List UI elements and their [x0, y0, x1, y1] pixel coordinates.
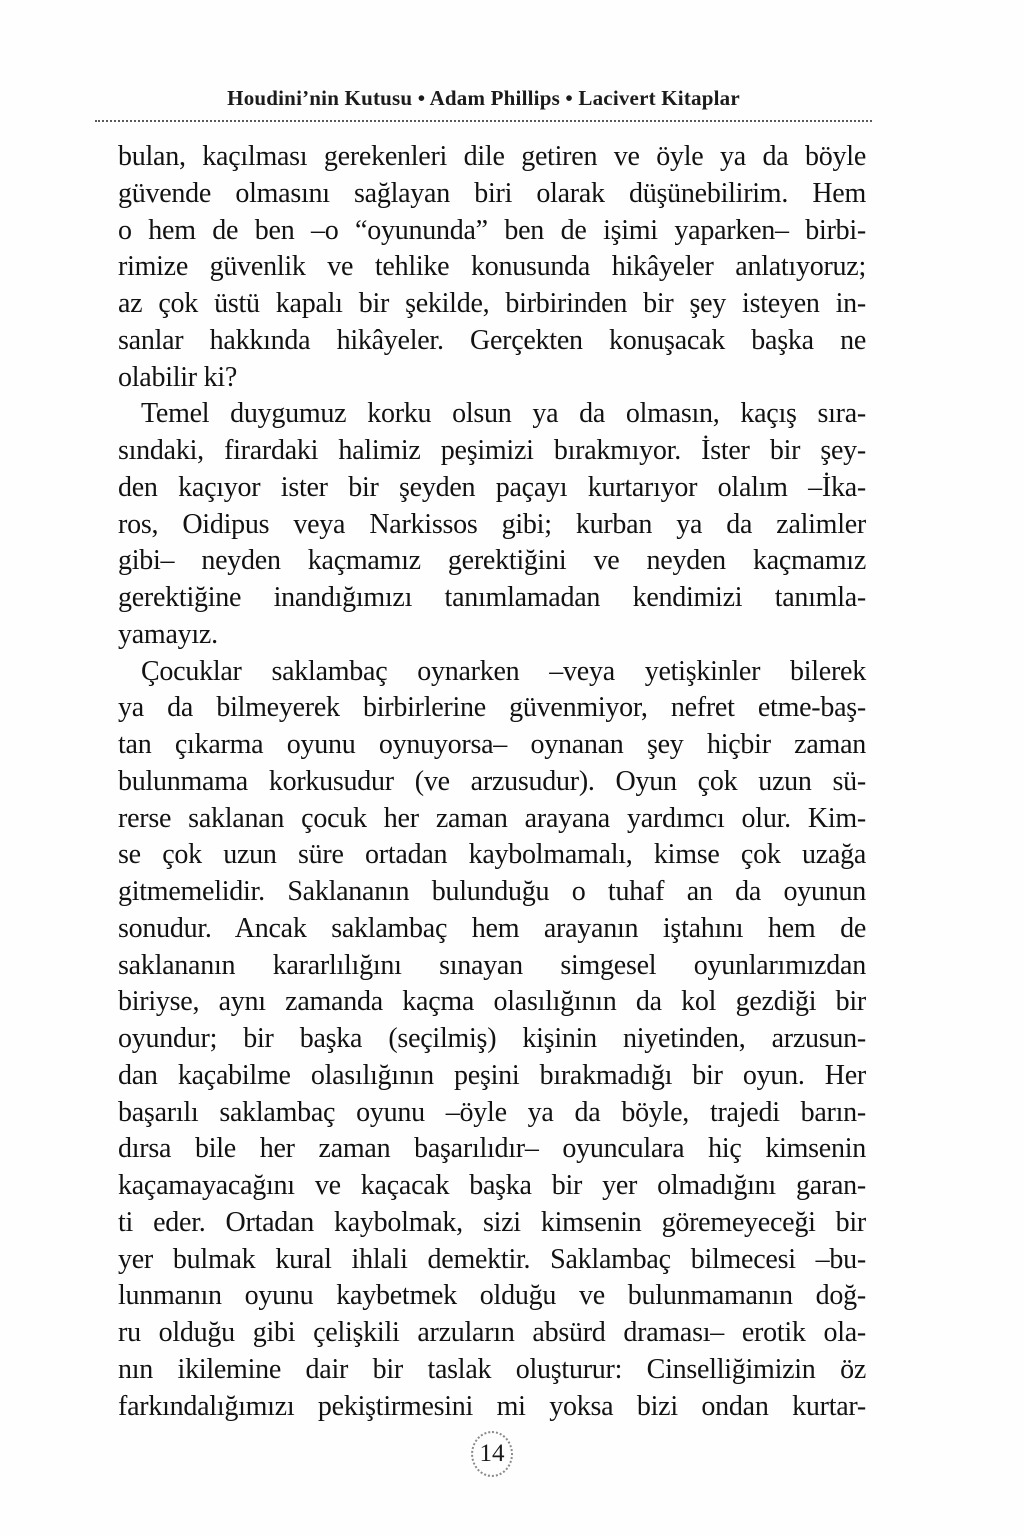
text-line: o hem de ben –o “oyununda” ben de işimi yaparken– birbi- — [118, 214, 866, 246]
text-line: ti eder. Ortadan kaybolmak, sizi kimsenin göremeyeceği bir — [118, 1206, 866, 1238]
text-line: Temel duygumuz korku olsun ya da olmasın, kaçış sıra- — [141, 398, 866, 430]
text-line: dırsa bile her zaman başarılıdır– oyunculara hiç kimsenin — [118, 1133, 866, 1165]
running-header-text: Houdini’nin Kutusu • Adam Phillips • Lacivert Kitaplar — [227, 86, 740, 110]
text-line: biriyse, aynı zamanda kaçma olasılığının da kol gezdiği bir — [118, 986, 866, 1018]
text-line: tan çıkarma oyunu oynuyorsa– oynanan şey hiçbir zaman — [118, 729, 866, 760]
body-text — [118, 139, 866, 1425]
text-line: sanlar hakkında hikâyeler. Gerçekten konuşacak başka ne — [118, 324, 866, 356]
text-line: saklananın kararlılığını sınayan simgesel oyunlarımızdan — [118, 949, 866, 981]
text-line: den kaçıyor ister bir şeyden paçayı kurtarıyor olalım –İka- — [118, 471, 866, 503]
text-line: gerektiğine inandığımızı tanımlamadan kendimizi tanımla- — [118, 582, 866, 613]
text-line: rerse saklanan çocuk her zaman arayana yardımcı olur. Kim- — [118, 802, 866, 834]
text-line: ros, Oidipus veya Narkissos gibi; kurban ya da zalimler — [118, 508, 866, 540]
text-line: gibi– neyden kaçmamız gerektiğini ve neyden kaçmamız — [118, 545, 866, 577]
text-line: farkındalığımızı pekiştirmesini mi yoksa bizi ondan kurtar- — [118, 1390, 866, 1422]
text-line: dan kaçabilme olasılığının peşini bırakmadığı bir oyun. Her — [118, 1059, 866, 1091]
text-line: sonudur. Ancak saklambaç hem arayanın iştahını hem de — [118, 912, 866, 944]
header-dotted-rule — [95, 120, 872, 122]
text-line: ru olduğu gibi çelişkili arzuların absürd draması– erotik ola- — [118, 1317, 866, 1348]
text-line: yamayız. — [118, 618, 218, 650]
text-line: olabilir ki? — [118, 361, 238, 393]
text-line: oyundur; bir başka (seçilmiş) kişinin niyetinden, arzusun- — [118, 1023, 866, 1054]
text-line: güvende olmasını sağlayan biri olarak düşünebilirim. Hem — [118, 177, 866, 209]
text-line: rimize güvenlik ve tehlike konusunda hikâyeler anlatıyoruz; — [118, 251, 866, 283]
text-line: nın ikilemine dair bir taslak oluşturur: Cinselliğimizin öz — [118, 1353, 866, 1385]
page-number-badge — [471, 1431, 513, 1477]
text-line: bulan, kaçılması gerekenleri dile getiren ve öyle ya da böyle — [118, 141, 866, 172]
page-number: 14 — [479, 1440, 505, 1467]
running-header — [95, 86, 872, 111]
text-line: Çocuklar saklambaç oynarken –veya yetişkinler bilerek — [141, 655, 866, 687]
text-line: ya da bilmeyerek birbirlerine güvenmiyor, nefret etme-baş- — [118, 692, 866, 724]
text-line: gitmemelidir. Saklananın bulunduğu o tuhaf an da oyunun — [118, 876, 866, 907]
text-line: az çok üstü kapalı bir şekilde, birbirinden bir şey isteyen in- — [118, 288, 866, 319]
text-line: yer bulmak kural ihlali demektir. Saklambaç bilmecesi –bu- — [118, 1243, 866, 1275]
text-line: lunmanın oyunu kaybetmek olduğu ve bulunmamanın doğ- — [118, 1280, 866, 1312]
text-line: başarılı saklambaç oyunu –öyle ya da böyle, trajedi barın- — [118, 1096, 866, 1128]
page-footer — [0, 1431, 1024, 1477]
text-line: kaçamayacağını ve kaçacak başka bir yer olmadığını garan- — [118, 1170, 866, 1201]
text-line: sındaki, firardaki halimiz peşimizi bırakmıyor. İster bir şey- — [118, 435, 866, 466]
text-line: bulunmama korkusudur (ve arzusudur). Oyun çok uzun sü- — [118, 765, 866, 797]
text-line: se çok uzun süre ortadan kaybolmamalı, kimse çok uzağa — [118, 839, 866, 871]
